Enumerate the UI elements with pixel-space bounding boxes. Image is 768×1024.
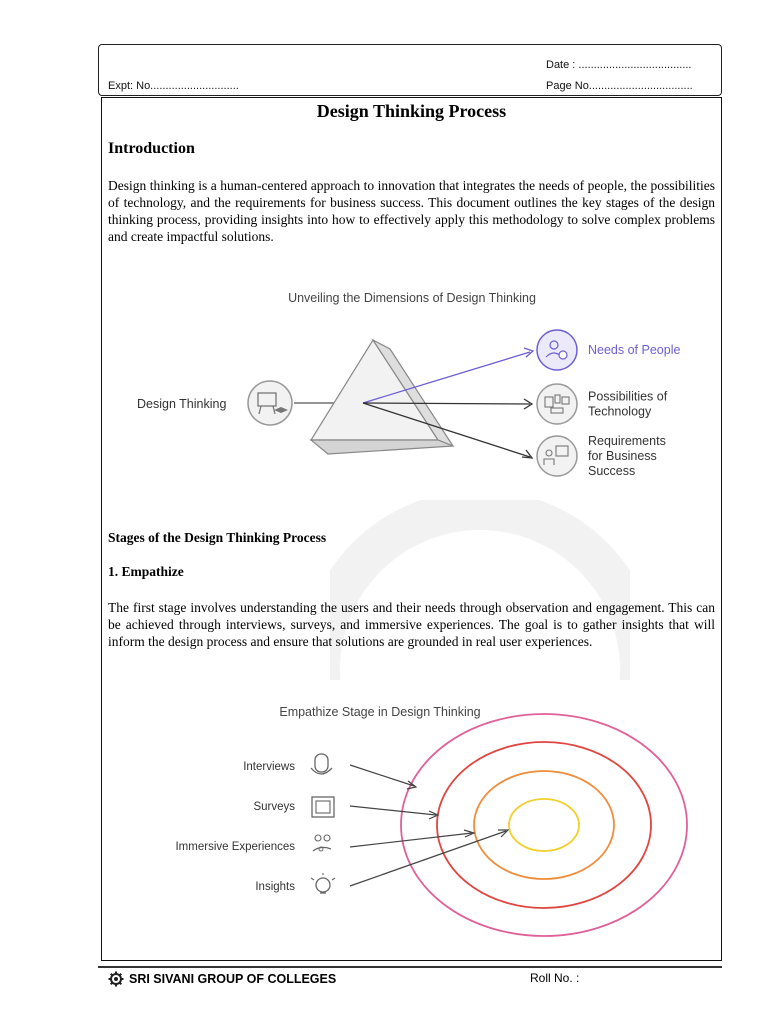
college-name-text: SRI SIVANI GROUP OF COLLEGES bbox=[129, 972, 337, 986]
empathize-figure bbox=[108, 685, 715, 950]
gear-logo-icon bbox=[108, 971, 124, 987]
ring-third bbox=[474, 771, 614, 879]
ring-inner bbox=[509, 799, 579, 851]
stages-heading: Stages of the Design Thinking Process bbox=[108, 530, 327, 545]
dimensions-figure bbox=[108, 262, 715, 510]
figure1-output-labels bbox=[588, 343, 680, 478]
arrow-insights bbox=[350, 831, 506, 886]
date-field: Date : ..................................... bbox=[546, 59, 692, 71]
ring-outer bbox=[401, 714, 687, 936]
devices-icon bbox=[537, 384, 577, 424]
figure1-source-label: Design Thinking bbox=[137, 397, 227, 411]
empathize-paragraph: The first stage involves understanding the users and their needs through observation and engagement. This can be achieved through interviews, surveys, and immersive experiences. The goal is to gather insights that will inform the design process and ensure that solutions are grounded in real user experiences. bbox=[108, 600, 715, 649]
microphone-icon bbox=[311, 754, 332, 774]
page-title: Design Thinking Process bbox=[316, 101, 507, 121]
figure2-title: Empathize Stage in Design Thinking bbox=[279, 705, 481, 719]
figure1-output-label: for Business bbox=[588, 449, 657, 463]
footer-divider bbox=[98, 966, 722, 968]
presentation-icon bbox=[248, 381, 292, 425]
vr-icon bbox=[313, 835, 331, 851]
figure2-item-label: Immersive Experiences bbox=[175, 841, 295, 853]
clipboard-icon bbox=[312, 797, 334, 817]
roll-no-field: Roll No. : bbox=[530, 971, 580, 985]
figure1-output-label: Success bbox=[588, 464, 636, 478]
expt-no-field: Expt: No............................. bbox=[108, 80, 239, 92]
arrow-immersive bbox=[350, 833, 472, 847]
intro-paragraph: Design thinking is a human-centered approach to innovation that integrates the needs of people, the possibilities of technology, and the requirements for business success. This document outlines the key stages of the design thinking process, providing insights into how to effectively apply this methodology to solve complex problems and create impactful solutions. bbox=[108, 178, 715, 244]
arrow-surveys bbox=[350, 806, 436, 815]
empathize-heading: 1. Empathize bbox=[108, 564, 184, 579]
arrow-interviews bbox=[350, 765, 414, 786]
figure1-output-label: Needs of People bbox=[588, 343, 681, 357]
page-no-field: Page No.................................. bbox=[546, 80, 693, 92]
figure2-item-labels bbox=[175, 761, 295, 893]
figure1-output-label: Technology bbox=[588, 404, 652, 419]
intro-heading: Introduction bbox=[108, 140, 195, 157]
figure2-item-label: Interviews bbox=[243, 761, 295, 773]
figure2-item-label: Insights bbox=[255, 881, 295, 893]
figure2-item-label: Surveys bbox=[253, 801, 295, 813]
business-presentation-icon bbox=[537, 436, 577, 476]
figure1-output-label: Requirements bbox=[588, 434, 666, 448]
college-name bbox=[108, 971, 336, 987]
people-icon bbox=[537, 330, 577, 370]
figure1-output-label: Possibilities of bbox=[588, 389, 668, 404]
lightbulb-icon bbox=[311, 873, 335, 893]
figure1-title: Unveiling the Dimensions of Design Thinking bbox=[288, 291, 536, 305]
ring-second bbox=[437, 742, 651, 908]
